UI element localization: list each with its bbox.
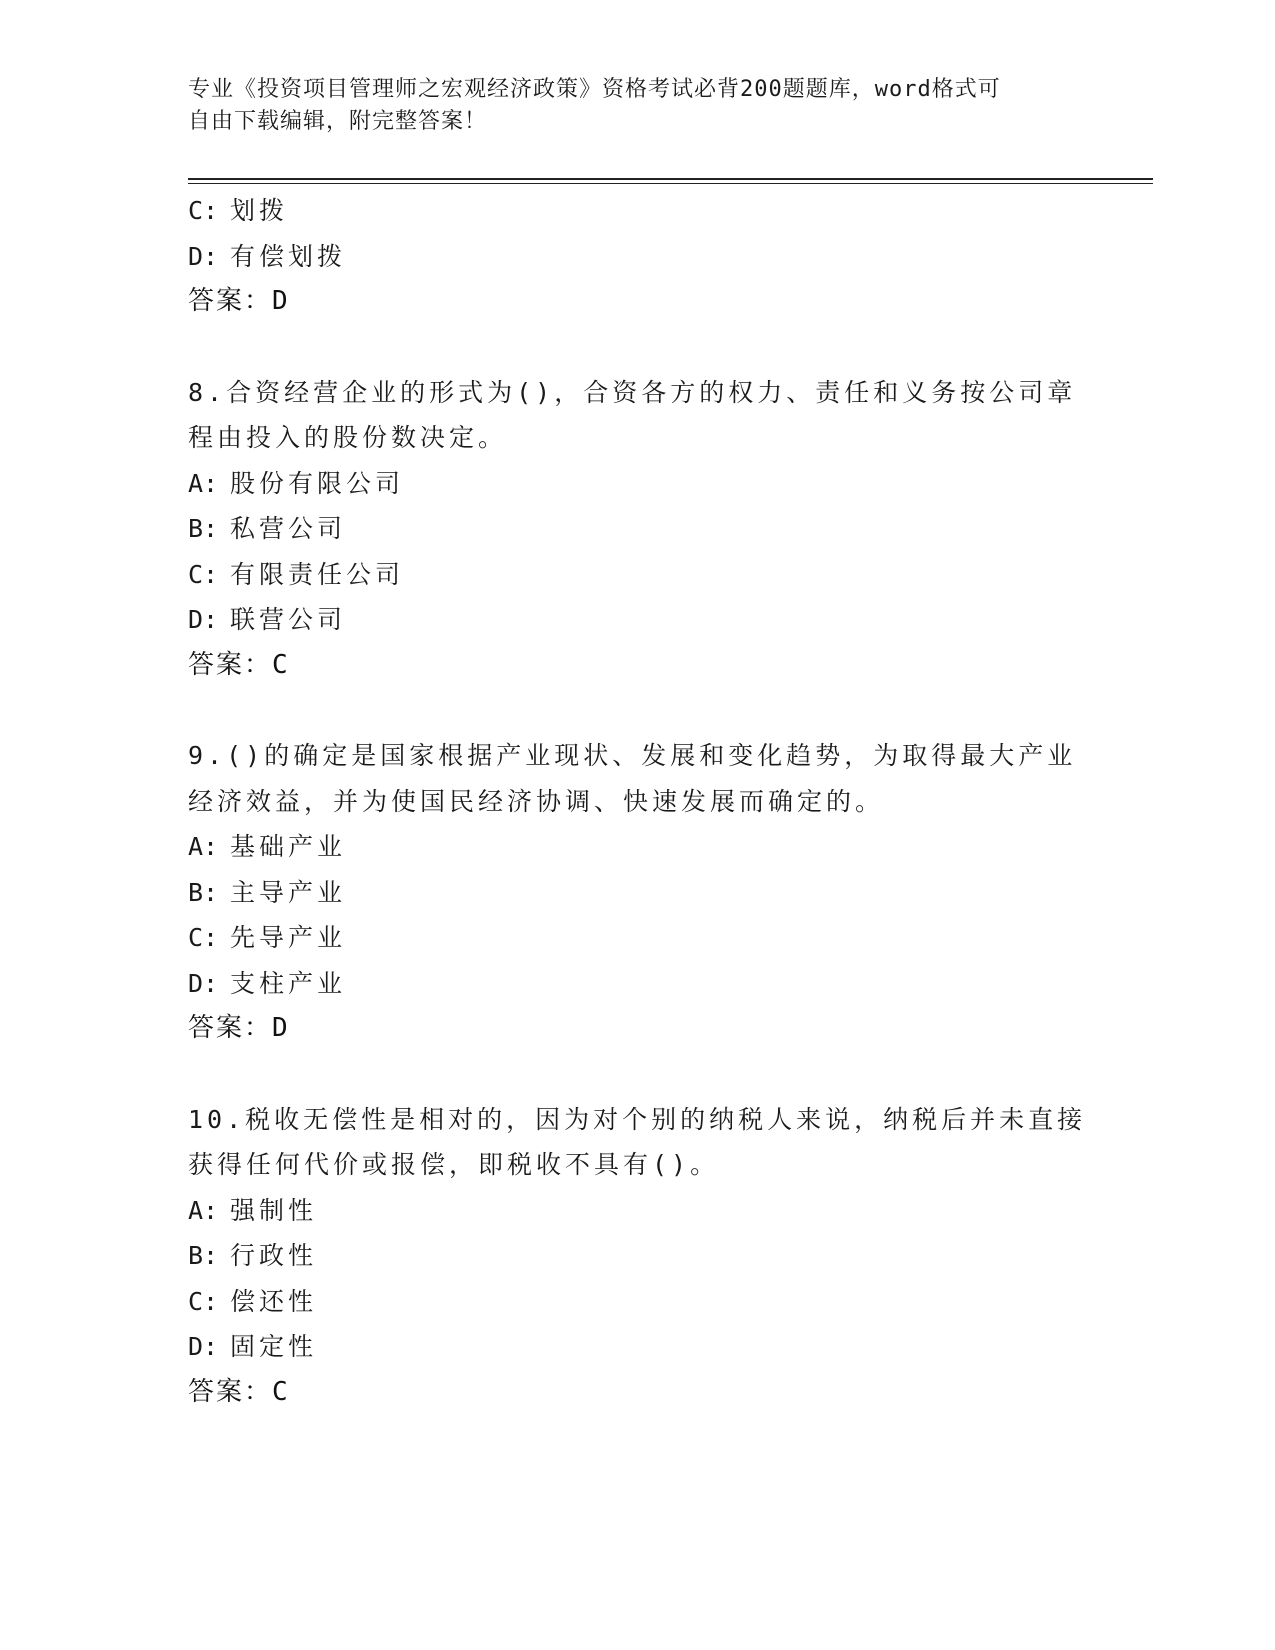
question-list [188,188,1088,1415]
option-a: A: 基础产业 [188,832,347,861]
option-d: D: 固定性 [188,1332,318,1361]
header-line-1: 专业《投资项目管理师之宏观经济政策》资格考试必背200题题库，word格式可 [188,77,1001,102]
option-d: D: 有偿划拨 [188,241,347,271]
option-d: D: 支柱产业 [188,968,347,998]
partial-question [188,188,1088,325]
option-c: C: 偿还性 [188,1286,318,1316]
question-stem: 8.合资经营企业的形式为()，合资各方的权力、责任和义务按公司章 程由投入的股份数决定。 [188,377,1077,452]
answer-line: 答案：D [188,1013,290,1043]
option-d: D: 联营公司 [188,605,347,634]
option-c: C: 划拨 [188,196,289,225]
header-rule-thin [188,183,1153,184]
question-stem: 10.税收无偿性是相对的，因为对个别的纳税人来说，纳税后并未直接 获得任何代价或报偿，即税收不具有()。 [188,1104,1087,1179]
question-9 [188,733,1088,1052]
option-c: C: 有限责任公司 [188,559,405,589]
answer-line: 答案：C [188,1376,290,1407]
option-c: C: 先导产业 [188,923,347,952]
header-rule-thick [188,178,1153,180]
question-10 [188,1097,1088,1416]
option-a: A: 强制性 [188,1195,318,1225]
answer-line: 答案：D [188,286,290,316]
option-a: A: 股份有限公司 [188,468,405,498]
page-header [188,74,1068,138]
question-stem: 9.()的确定是国家根据产业现状、发展和变化趋势，为取得最大产业 经济效益，并为使国民经济协调、快速发展而确定的。 [188,741,1077,816]
option-b: B: 行政性 [188,1241,318,1270]
answer-line: 答案：C [188,649,290,680]
header-line-2: 自由下载编辑，附完整答案！ [188,109,488,134]
document-page [188,0,1148,1650]
option-b: B: 主导产业 [188,877,347,907]
question-8 [188,370,1088,689]
option-b: B: 私营公司 [188,514,347,543]
